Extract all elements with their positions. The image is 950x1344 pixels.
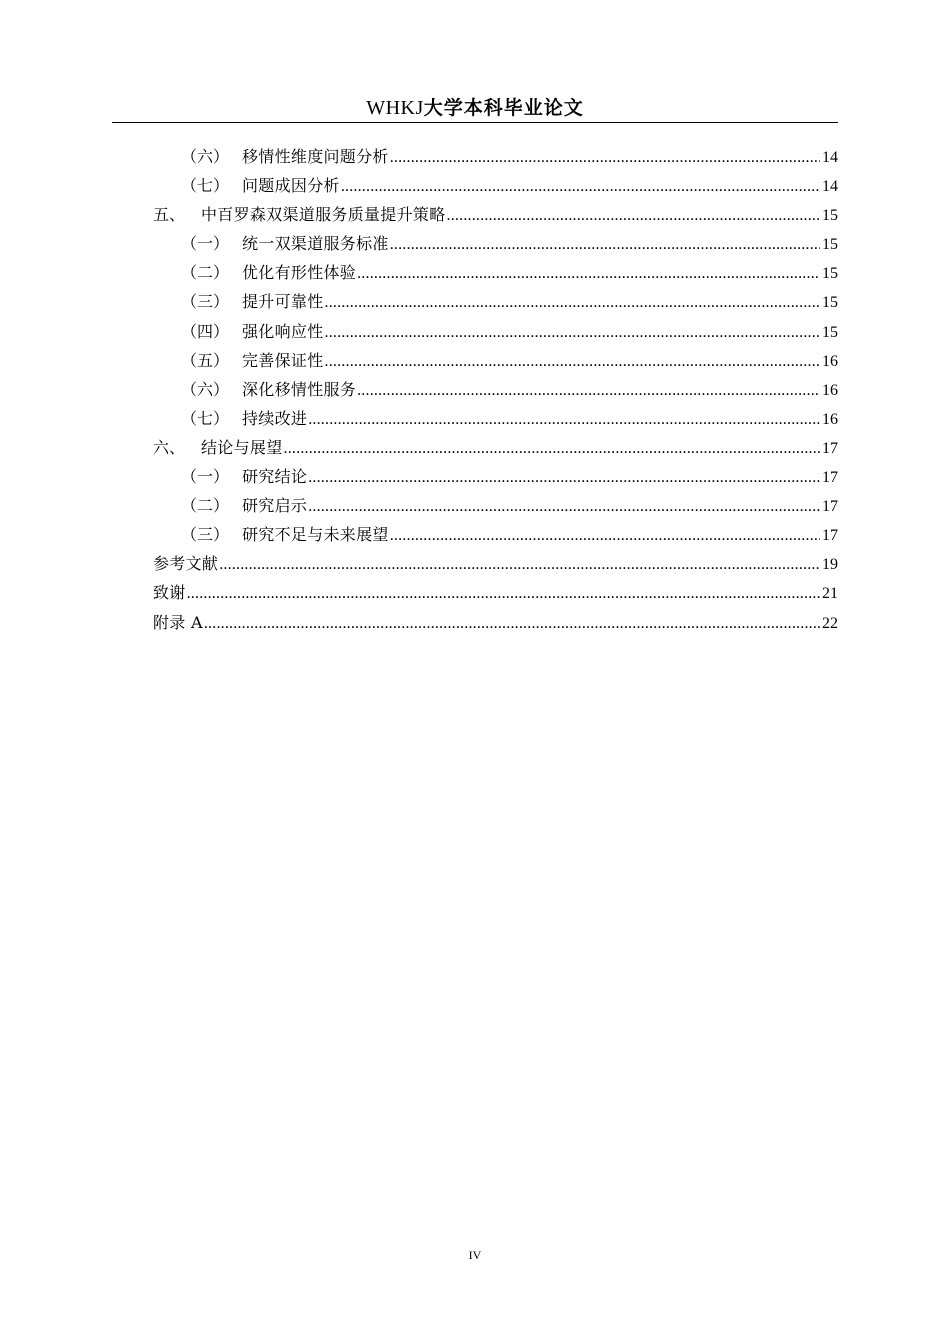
header-title-latin: WHKJ: [366, 97, 424, 119]
toc-entry-number: 六、: [153, 437, 186, 457]
toc-entry-page: 22: [822, 614, 838, 632]
table-of-contents: [153, 142, 838, 637]
toc-entry-title: 致谢: [153, 583, 186, 603]
toc-dot-leader: [308, 492, 820, 521]
toc-dot-leader: [390, 230, 820, 259]
toc-entry[interactable]: [153, 258, 838, 287]
toc-entry-title: 优化有形性体验: [242, 263, 357, 283]
toc-entry-page: 15: [822, 207, 838, 225]
toc-entry-title: 研究结论: [242, 467, 308, 487]
toc-entry-title: 提升可靠性: [242, 292, 324, 312]
toc-entry-title: 结论与展望: [201, 437, 283, 457]
toc-entry-page: 15: [822, 323, 838, 341]
toc-dot-leader: [204, 609, 820, 638]
toc-entry-number: （二）: [181, 263, 230, 283]
toc-entry[interactable]: [153, 608, 838, 637]
toc-entry-number: （六）: [181, 379, 230, 399]
toc-entry-page: 15: [822, 236, 838, 254]
toc-entry-number: （五）: [181, 350, 230, 370]
toc-entry[interactable]: [153, 462, 838, 491]
toc-entry-title: 研究不足与未来展望: [242, 525, 389, 545]
toc-dot-leader: [308, 463, 820, 492]
toc-entry[interactable]: [153, 491, 838, 520]
toc-dot-leader: [284, 434, 820, 463]
toc-entry-page: 16: [822, 410, 838, 428]
toc-entry-number: （一）: [181, 234, 230, 254]
toc-entry-page: 16: [822, 352, 838, 370]
toc-entry-page: 14: [822, 178, 838, 196]
header-title: [366, 95, 584, 119]
toc-dot-leader: [390, 143, 820, 172]
toc-dot-leader: [219, 550, 820, 579]
toc-entry[interactable]: [153, 287, 838, 316]
toc-entry-page: 14: [822, 149, 838, 166]
toc-dot-leader: [357, 259, 820, 288]
toc-entry[interactable]: [153, 520, 838, 549]
toc-entry[interactable]: [153, 346, 838, 375]
toc-entry-page: 21: [822, 585, 838, 603]
toc-entry-title: 深化移情性服务: [242, 379, 357, 399]
toc-dot-leader: [325, 318, 820, 347]
toc-entry-title: 强化响应性: [242, 321, 324, 341]
toc-entry[interactable]: [153, 375, 838, 404]
header-title-cjk: 大学本科毕业论文: [423, 97, 584, 119]
toc-entry-number: （三）: [181, 292, 230, 312]
toc-entry-title: 中百罗森双渠道服务质量提升策略: [201, 205, 446, 225]
toc-dot-leader: [341, 172, 820, 201]
toc-entry-title: 完善保证性: [242, 350, 324, 370]
toc-entry[interactable]: [153, 142, 838, 171]
toc-entry-number: （二）: [181, 496, 230, 516]
page-number: IV: [468, 1248, 482, 1262]
toc-entry-page: 15: [822, 294, 838, 312]
page-header: [112, 92, 838, 123]
toc-entry-title: 问题成因分析: [242, 176, 340, 196]
toc-entry-number: （七）: [181, 176, 230, 196]
toc-entry-title: 移情性维度问题分析: [242, 147, 389, 166]
toc-entry[interactable]: [153, 578, 838, 607]
toc-dot-leader: [357, 376, 820, 405]
toc-entry-page: 17: [822, 469, 838, 487]
toc-entry-number: （七）: [181, 408, 230, 428]
toc-entry-page: 19: [822, 556, 838, 574]
toc-entry-title: 参考文献: [153, 554, 219, 574]
toc-entry[interactable]: [153, 549, 838, 578]
toc-dot-leader: [187, 579, 820, 608]
toc-entry-title: 持续改进: [242, 408, 308, 428]
toc-entry-page: 17: [822, 498, 838, 516]
toc-entry-number: 五、: [153, 205, 186, 225]
toc-entry-number: （三）: [181, 525, 230, 545]
toc-entry-title: 研究启示: [242, 496, 308, 516]
toc-entry-number: （六）: [181, 147, 230, 166]
toc-entry[interactable]: [153, 404, 838, 433]
toc-entry-number: （四）: [181, 321, 230, 341]
toc-dot-leader: [325, 288, 820, 317]
toc-dot-leader: [390, 521, 820, 550]
toc-entry-number: （一）: [181, 467, 230, 487]
toc-dot-leader: [325, 347, 820, 376]
toc-entry-title: 附录 A: [153, 612, 203, 632]
toc-dot-leader: [447, 201, 820, 230]
toc-entry[interactable]: [153, 171, 838, 200]
toc-entry-page: 15: [822, 265, 838, 283]
toc-entry[interactable]: [153, 200, 838, 229]
toc-dot-leader: [308, 405, 820, 434]
toc-entry-page: 17: [822, 527, 838, 545]
toc-entry-page: 17: [822, 439, 838, 457]
toc-entry[interactable]: [153, 317, 838, 346]
toc-entry-title: 统一双渠道服务标准: [242, 234, 389, 254]
toc-entry-page: 16: [822, 381, 838, 399]
toc-entry[interactable]: [153, 229, 838, 258]
toc-entry[interactable]: [153, 433, 838, 462]
